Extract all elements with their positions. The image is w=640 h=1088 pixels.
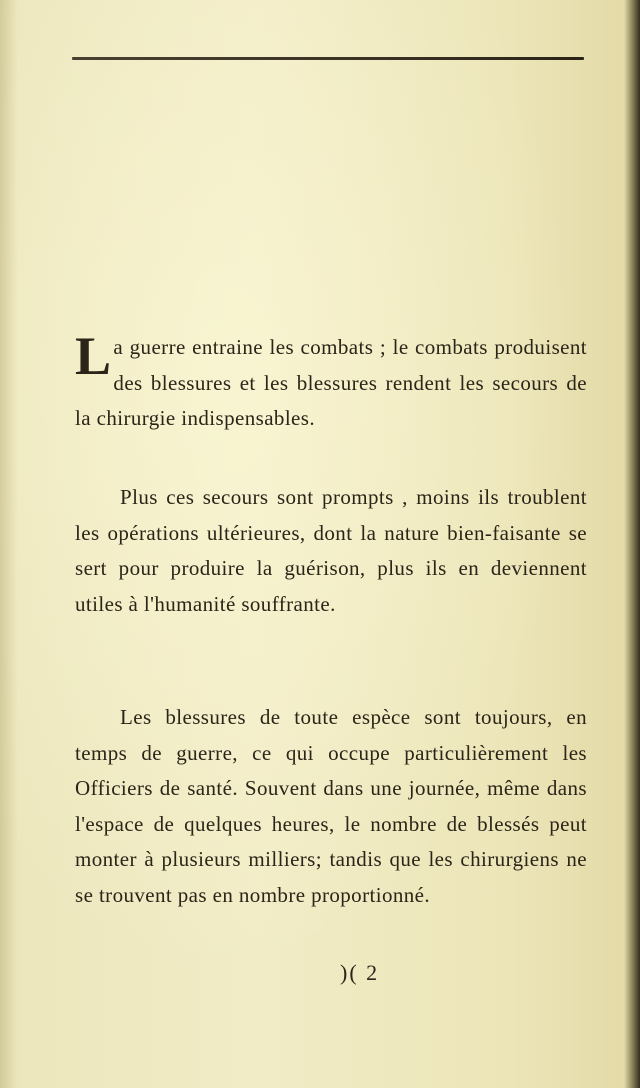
page-gutter-shadow (0, 0, 18, 1088)
drop-cap: L (75, 326, 112, 386)
paragraph-2-text: Plus ces secours sont prompts , moins ils troublent les opérations ultérieures, dont la nature bien-faisante se sert pour produire la guérison, plus ils en deviennent utiles à l'humanité souffrante. (75, 485, 587, 616)
signature-mark: )( 2 (340, 960, 380, 985)
paragraph-1 (75, 326, 587, 437)
header-rule (72, 57, 584, 60)
page-edge-shadow (624, 0, 640, 1088)
paragraph-3-text: Les blessures de toute espèce sont toujours, en temps de guerre, ce qui occupe particulièrement les Officiers de santé. Souvent dans une journée, même dans l'espace de quelques heures, le nombre de blessés peut monter à plusieurs milliers; tandis que les chirurgiens ne se trouvent pas en nombre proportionné. (75, 705, 587, 907)
paragraph-2 (75, 480, 587, 622)
paragraph-1-text: a guerre entraine les combats ; le combats produisent des blessures et les blessures rendent les secours de la chirurgie indispensables. (75, 335, 587, 430)
paragraph-3 (75, 700, 587, 913)
